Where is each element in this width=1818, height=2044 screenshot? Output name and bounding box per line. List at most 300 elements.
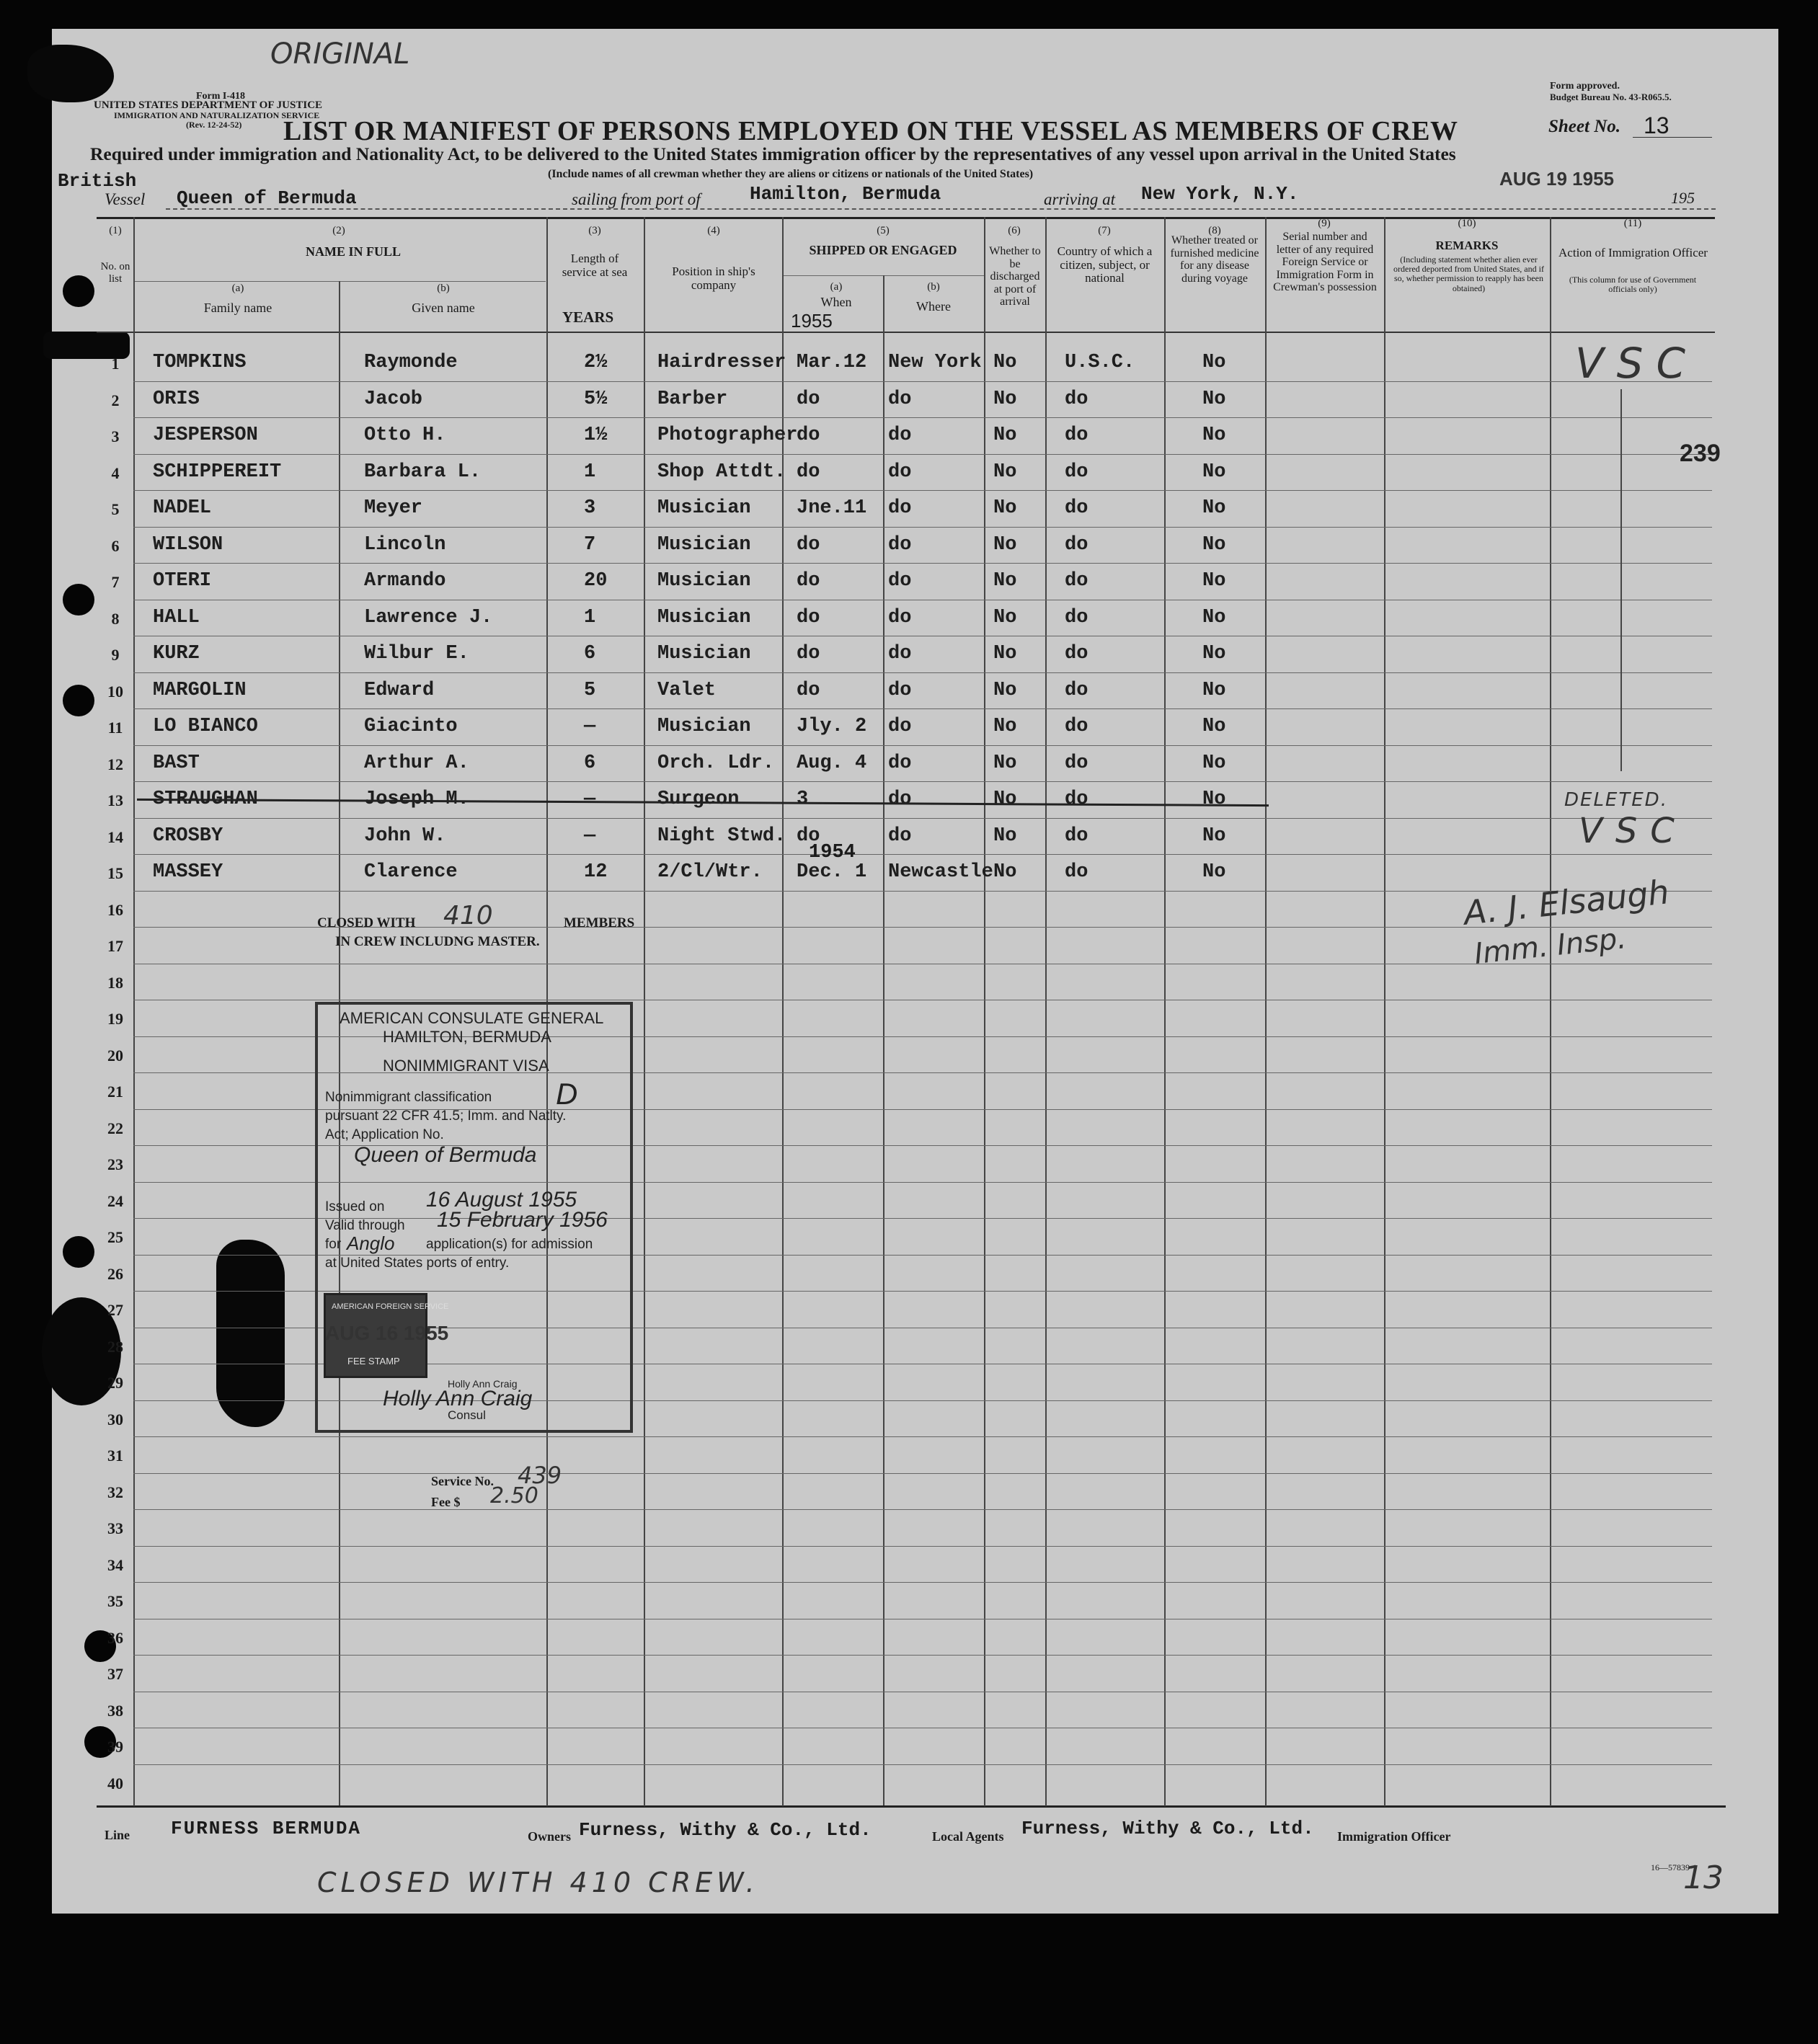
position: Musician	[657, 570, 751, 592]
family-name: MARGOLIN	[153, 679, 247, 701]
row-number: 37	[107, 1665, 123, 1683]
closed-count: 410	[443, 901, 493, 930]
country: do	[1065, 388, 1088, 410]
position: Night Stwd.	[657, 825, 786, 847]
discharged: No	[993, 643, 1017, 665]
stamp-date: AUG 16 1955	[325, 1322, 449, 1344]
family-name: ORIS	[153, 388, 200, 410]
stamp-officer: Holly Ann Craig	[448, 1378, 518, 1390]
stamp-application-label: Act; Application No.	[325, 1127, 444, 1142]
discharged: No	[993, 570, 1017, 592]
row-number: 34	[107, 1555, 123, 1574]
medicine: No	[1202, 425, 1226, 446]
service-years: 1	[584, 461, 596, 483]
vsc-mark: VSC	[1575, 339, 1698, 388]
row-number: 4	[111, 463, 120, 482]
col10-header: REMARKS	[1435, 239, 1499, 252]
page-title: LIST OR MANIFEST OF PERSONS EMPLOYED ON THE VESSEL AS MEMBERS OF CREW	[283, 116, 1458, 146]
discharged: No	[993, 861, 1017, 883]
row-rule	[133, 1509, 1712, 1510]
discharged: No	[993, 788, 1017, 810]
stamp-admission: application(s) for admission	[426, 1237, 593, 1252]
family-name: WILSON	[153, 533, 223, 556]
col6-header: Whether to be discharged at port of arrival	[989, 245, 1041, 308]
row-number: 18	[107, 973, 123, 992]
given-name: Barbara L.	[364, 461, 482, 483]
col8-header: Whether treated or furnished medicine for any disease during voyage	[1170, 234, 1259, 285]
row-number: 25	[107, 1228, 123, 1246]
shipped-where: New York	[888, 352, 982, 373]
row15-year: 1954	[809, 842, 856, 863]
country: do	[1065, 461, 1088, 483]
given-name: Edward	[364, 679, 435, 701]
discharged: No	[993, 825, 1017, 847]
row-number: 24	[107, 1191, 123, 1210]
row-number: 16	[107, 900, 123, 919]
sailing-label: sailing from port of	[572, 190, 701, 208]
row-number: 35	[107, 1592, 123, 1610]
row-number: 40	[107, 1774, 123, 1792]
subnote: (Include names of all crewman whether they are aliens or citizens or nationals of the United States)	[548, 168, 1034, 180]
country: do	[1065, 643, 1088, 665]
service-years: 12	[584, 861, 608, 883]
row-rule	[133, 490, 1712, 491]
service-years: —	[584, 788, 596, 810]
shipped-where: do	[888, 643, 912, 665]
row-rule	[133, 1655, 1712, 1656]
service-years: 5½	[584, 388, 608, 410]
date-stamp: AUG 19 1955	[1499, 168, 1614, 190]
position: Musician	[657, 533, 751, 556]
col5-num: (5)	[877, 225, 890, 236]
col4-header: Position in ship's company	[672, 265, 755, 292]
service-years: 1	[584, 606, 596, 628]
row-rule	[133, 745, 1712, 746]
visa-stamp	[315, 1002, 633, 1433]
row-number: 19	[107, 1010, 123, 1028]
medicine: No	[1202, 533, 1226, 556]
row-number: 22	[107, 1119, 123, 1137]
country: do	[1065, 788, 1088, 810]
row-number: 7	[111, 573, 120, 591]
shipped-where: do	[888, 679, 912, 701]
col2b-num: (b)	[437, 283, 450, 294]
stamp-valid-label: Valid through	[325, 1218, 405, 1233]
owners: Furness, Withy & Co., Ltd.	[579, 1819, 872, 1841]
position: Orch. Ldr.	[657, 752, 775, 774]
service-years: —	[584, 716, 596, 737]
inspector-signature: A. J. Elsaugh	[1461, 872, 1671, 933]
row-number: 13	[107, 791, 123, 809]
row-number: 38	[107, 1701, 123, 1720]
given-name: Lincoln	[364, 533, 446, 556]
col10-num: (10)	[1458, 218, 1476, 229]
row-rule	[133, 708, 1712, 709]
stamp-consul: Consul	[448, 1408, 486, 1422]
col9-num: (9)	[1318, 218, 1331, 229]
row-number: 6	[111, 536, 120, 555]
col2-header: NAME IN FULL	[305, 244, 401, 259]
service-years: —	[584, 825, 596, 847]
sheet-label: Sheet No.	[1548, 117, 1620, 136]
line-name: FURNESS BERMUDA	[171, 1818, 362, 1839]
shipped-where: do	[888, 825, 912, 847]
medicine: No	[1202, 679, 1226, 701]
col5b-num: (b)	[927, 281, 940, 293]
row-rule	[133, 527, 1712, 528]
shipped-when: do	[797, 570, 820, 592]
medicine: No	[1202, 825, 1226, 847]
given-name: Raymonde	[364, 352, 458, 373]
stamp-visa-type: NONIMMIGRANT VISA	[383, 1057, 549, 1075]
medicine: No	[1202, 497, 1226, 519]
vessel-label: Vessel	[105, 190, 146, 208]
country: do	[1065, 606, 1088, 628]
row-rule	[133, 818, 1712, 819]
given-name: Lawrence J.	[364, 606, 493, 628]
row-number: 17	[107, 937, 123, 955]
position: Surgeon	[657, 788, 740, 810]
position: Photographer	[657, 425, 798, 446]
stamp-classification-label: Nonimmigrant classification	[325, 1090, 492, 1105]
row-rule	[133, 1473, 1712, 1474]
col2-num: (2)	[332, 225, 345, 236]
row-rule	[133, 1582, 1712, 1583]
row-number: 27	[107, 1301, 123, 1319]
subtitle: Required under immigration and Nationality Act, to be delivered to the United States immigration officer by the representatives of any vessel upon arrival in the United States	[90, 143, 1456, 164]
shipped-when: Jne.11	[797, 497, 867, 519]
position: Valet	[657, 679, 717, 701]
col7-num: (7)	[1098, 225, 1111, 236]
stamp-ports: at United States ports of entry.	[325, 1256, 510, 1271]
col9-header: Serial number and letter of any required Foreign Service or Immigration Form in Crewman's possession	[1273, 231, 1377, 294]
col4-num: (4)	[707, 225, 720, 236]
row-number: 20	[107, 1046, 123, 1065]
position: Musician	[657, 643, 751, 665]
col7-header: Country of which a citizen, subject, or national	[1057, 244, 1153, 285]
country: do	[1065, 497, 1088, 519]
closed-line2: IN CREW INCLUDNG MASTER.	[335, 934, 540, 949]
col3-num: (3)	[588, 225, 601, 236]
country: do	[1065, 752, 1088, 774]
shipped-when: 3	[797, 788, 809, 810]
row-rule	[133, 563, 1712, 564]
family-name: NADEL	[153, 497, 212, 519]
discharged: No	[993, 388, 1017, 410]
row-rule	[133, 1764, 1712, 1765]
stamp-for-label: for	[325, 1237, 342, 1252]
given-name: Otto H.	[364, 425, 446, 446]
shipped-when: Dec. 1	[797, 861, 867, 883]
fee-label: Fee $	[431, 1495, 461, 1509]
row-number: 30	[107, 1410, 123, 1428]
family-name: HALL	[153, 606, 200, 628]
row-number: 12	[107, 755, 123, 773]
country: do	[1065, 425, 1088, 446]
row-number: 26	[107, 1264, 123, 1283]
country: do	[1065, 825, 1088, 847]
family-name: LO BIANCO	[153, 716, 258, 737]
row-number: 2	[111, 391, 120, 409]
closed-note: CLOSED WITH 410 CREW.	[317, 1867, 759, 1898]
family-name: STRAUGHAN	[153, 788, 258, 810]
col10-subheader: (Including statement whether alien ever ordered deported from United States, and if so, whether permission to reapply has been obtained)	[1393, 254, 1544, 293]
row-number: 33	[107, 1519, 123, 1537]
position: Shop Attdt.	[657, 461, 786, 483]
col11-num: (11)	[1623, 218, 1642, 229]
closed-post: MEMBERS	[564, 915, 635, 930]
shipped-where: do	[888, 788, 912, 810]
shipped-where: do	[888, 606, 912, 628]
department: UNITED STATES DEPARTMENT OF JUSTICE	[94, 99, 323, 111]
given-name: Giacinto	[364, 716, 458, 737]
position: 2/Cl/Wtr.	[657, 861, 763, 883]
position: Barber	[657, 388, 728, 410]
family-name: KURZ	[153, 643, 200, 665]
deleted-mark: DELETED.	[1564, 789, 1668, 811]
service-no-label: Service No.	[431, 1474, 494, 1488]
fee-amount: 2.50	[490, 1483, 538, 1508]
form-number: Form I-418	[196, 91, 246, 102]
punch-hole	[63, 275, 94, 307]
service-name: IMMIGRATION AND NATURALIZATION SERVICE	[114, 110, 320, 120]
col5a-year: 1955	[791, 310, 833, 332]
shipped-where: do	[888, 497, 912, 519]
service-years: 7	[584, 533, 596, 556]
shipped-when: do	[797, 825, 820, 847]
discharged: No	[993, 606, 1017, 628]
owners-label: Owners	[528, 1829, 571, 1844]
col11-header: Action of Immigration Officer	[1558, 246, 1708, 259]
stamp-regulation: pursuant 22 CFR 41.5; Imm. and Natlty.	[325, 1108, 567, 1124]
row-number: 23	[107, 1155, 123, 1173]
row-number: 15	[107, 864, 123, 882]
shipped-when: do	[797, 461, 820, 483]
medicine: No	[1202, 388, 1226, 410]
shipped-where: do	[888, 752, 912, 774]
row-rule	[133, 1546, 1712, 1547]
shipped-where: do	[888, 716, 912, 737]
discharged: No	[993, 752, 1017, 774]
col8-num: (8)	[1208, 225, 1221, 236]
shipped-where: do	[888, 461, 912, 483]
medicine: No	[1202, 643, 1226, 665]
row-rule	[133, 1436, 1712, 1437]
service-years: 5	[584, 679, 596, 701]
discharged: No	[993, 497, 1017, 519]
family-name: MASSEY	[153, 861, 223, 883]
col2a-num: (a)	[231, 283, 244, 294]
given-name: Wilbur E.	[364, 643, 469, 665]
position: Musician	[657, 606, 751, 628]
family-name: TOMPKINS	[153, 352, 247, 373]
country: do	[1065, 533, 1088, 556]
row-number: 8	[111, 609, 120, 628]
form-approved: Form approved.	[1550, 81, 1620, 92]
torn-edge	[216, 1240, 285, 1427]
arrival-port: New York, N.Y.	[1141, 183, 1299, 205]
medicine: No	[1202, 352, 1226, 373]
discharged: No	[993, 679, 1017, 701]
given-name: Armando	[364, 570, 446, 592]
medicine: No	[1202, 461, 1226, 483]
col11-subheader: (This column for use of Government officials only)	[1569, 275, 1697, 295]
col2a-header: Family name	[203, 301, 272, 315]
row-rule	[133, 781, 1712, 782]
nationality: British	[58, 170, 137, 192]
original-mark: ORIGINAL	[270, 37, 410, 71]
stamp-valid-date: 15 February 1956	[437, 1208, 608, 1232]
service-years: 20	[584, 570, 608, 592]
medicine: No	[1202, 570, 1226, 592]
country: do	[1065, 679, 1088, 701]
family-name: JESPERSON	[153, 425, 258, 446]
fee-stamp-bottom: FEE STAMP	[347, 1356, 400, 1367]
shipped-where: Newcastle	[888, 861, 993, 883]
shipped-when: Jly. 2	[797, 716, 867, 737]
country: do	[1065, 861, 1088, 883]
fee-stamp-top: AMERICAN FOREIGN SERVICE	[332, 1302, 449, 1311]
col5a-header: When	[820, 295, 852, 309]
page-number: 13	[1683, 1859, 1724, 1896]
service-years: 6	[584, 752, 596, 774]
shipped-when: Mar.12	[797, 352, 867, 373]
shipped-when: do	[797, 606, 820, 628]
punch-hole	[63, 685, 94, 716]
closed-pre: CLOSED WITH	[317, 915, 416, 930]
row-number: 14	[107, 827, 123, 846]
col3-header: Length of service at sea	[562, 252, 628, 279]
family-name: CROSBY	[153, 825, 223, 847]
shipped-where: do	[888, 425, 912, 446]
line-label: Line	[105, 1828, 130, 1842]
stamp-applications: Anglo	[347, 1232, 395, 1254]
row-number: 9	[111, 646, 120, 664]
stamp-city: HAMILTON, BERMUDA	[383, 1028, 551, 1046]
discharged: No	[993, 461, 1017, 483]
row-rule	[133, 417, 1712, 418]
local-agents: Furness, Withy & Co., Ltd.	[1021, 1818, 1314, 1839]
country: U.S.C.	[1065, 352, 1135, 373]
shipped-when: do	[797, 679, 820, 701]
vsc-bracket-line	[1620, 389, 1622, 771]
service-years: 6	[584, 643, 596, 665]
service-years: 1½	[584, 425, 608, 446]
inspector-title: Imm. Insp.	[1473, 922, 1628, 971]
shipped-when: do	[797, 388, 820, 410]
shipped-where: do	[888, 570, 912, 592]
country: do	[1065, 716, 1088, 737]
discharged: No	[993, 533, 1017, 556]
medicine: No	[1202, 752, 1226, 774]
medicine: No	[1202, 861, 1226, 883]
col6-num: (6)	[1008, 225, 1021, 236]
medicine: No	[1202, 606, 1226, 628]
row-number: 28	[107, 1337, 123, 1356]
row-rule	[133, 381, 1712, 382]
position: Musician	[657, 497, 751, 519]
sheet-number: 13	[1644, 112, 1670, 138]
service-no: 439	[518, 1462, 562, 1489]
year-suffix: 195	[1671, 189, 1695, 207]
service-years: 2½	[584, 352, 608, 373]
shipped-when: do	[797, 425, 820, 446]
col5a-num: (a)	[830, 281, 843, 293]
col1-num: (1)	[109, 225, 122, 236]
discharged: No	[993, 716, 1017, 737]
shipped-where: do	[888, 388, 912, 410]
immigration-officer-label: Immigration Officer	[1337, 1829, 1451, 1844]
row-number: 10	[107, 682, 123, 701]
row-number: 1	[111, 355, 120, 373]
punch-hole	[63, 584, 94, 616]
budget-bureau: Budget Bureau No. 43-R065.5.	[1550, 92, 1672, 102]
row-number: 32	[107, 1483, 123, 1501]
row-rule	[133, 454, 1712, 455]
departure-port: Hamilton, Bermuda	[750, 183, 941, 205]
row-rule	[133, 672, 1712, 673]
punch-hole	[63, 1236, 94, 1268]
discharged: No	[993, 352, 1017, 373]
shipped-where: do	[888, 533, 912, 556]
arriving-label: arriving at	[1044, 190, 1116, 208]
row-rule	[133, 891, 1712, 892]
given-name: Jacob	[364, 388, 423, 410]
agents-label: Local Agents	[932, 1829, 1004, 1844]
col1-header: No. on list	[100, 261, 130, 285]
vsc-mark-2: VSC	[1579, 811, 1688, 851]
col2b-header: Given name	[412, 301, 475, 315]
revision: (Rev. 12-24-52)	[186, 120, 242, 130]
count-239: 239	[1680, 440, 1721, 467]
stamp-issued-date: 16 August 1955	[426, 1188, 577, 1212]
row-number: 39	[107, 1738, 123, 1756]
vessel-name: Queen of Bermuda	[177, 187, 357, 209]
country: do	[1065, 570, 1088, 592]
family-name: SCHIPPEREIT	[153, 461, 282, 483]
row-number: 11	[107, 719, 123, 737]
row-number: 31	[107, 1447, 123, 1465]
given-name: Joseph M.	[364, 788, 469, 810]
row-number: 3	[111, 427, 120, 445]
stamp-consulate: AMERICAN CONSULATE GENERAL	[340, 1009, 604, 1027]
discharged: No	[993, 425, 1017, 446]
given-name: John W.	[364, 825, 446, 847]
stamp-ship: Queen of Bermuda	[354, 1143, 537, 1167]
given-name: Arthur A.	[364, 752, 469, 774]
service-years: 3	[584, 497, 596, 519]
col5b-header: Where	[916, 299, 951, 314]
row-number: 5	[111, 500, 120, 518]
family-name: OTERI	[153, 570, 212, 592]
shipped-when: do	[797, 533, 820, 556]
stamp-issued-label: Issued on	[325, 1199, 385, 1214]
position: Musician	[657, 716, 751, 737]
col3-years: YEARS	[562, 308, 614, 326]
shipped-when: Aug. 4	[797, 752, 867, 774]
print-code: 16—57839-1	[1651, 1862, 1697, 1872]
medicine: No	[1202, 716, 1226, 737]
medicine: No	[1202, 788, 1226, 810]
row-rule	[133, 854, 1712, 855]
row-number: 36	[107, 1628, 123, 1647]
given-name: Clarence	[364, 861, 458, 883]
col5-header: SHIPPED OR ENGAGED	[809, 243, 957, 257]
row-number: 29	[107, 1374, 123, 1392]
stamp-classification: D	[556, 1077, 578, 1111]
shipped-when: do	[797, 643, 820, 665]
position: Hairdresser	[657, 352, 786, 373]
